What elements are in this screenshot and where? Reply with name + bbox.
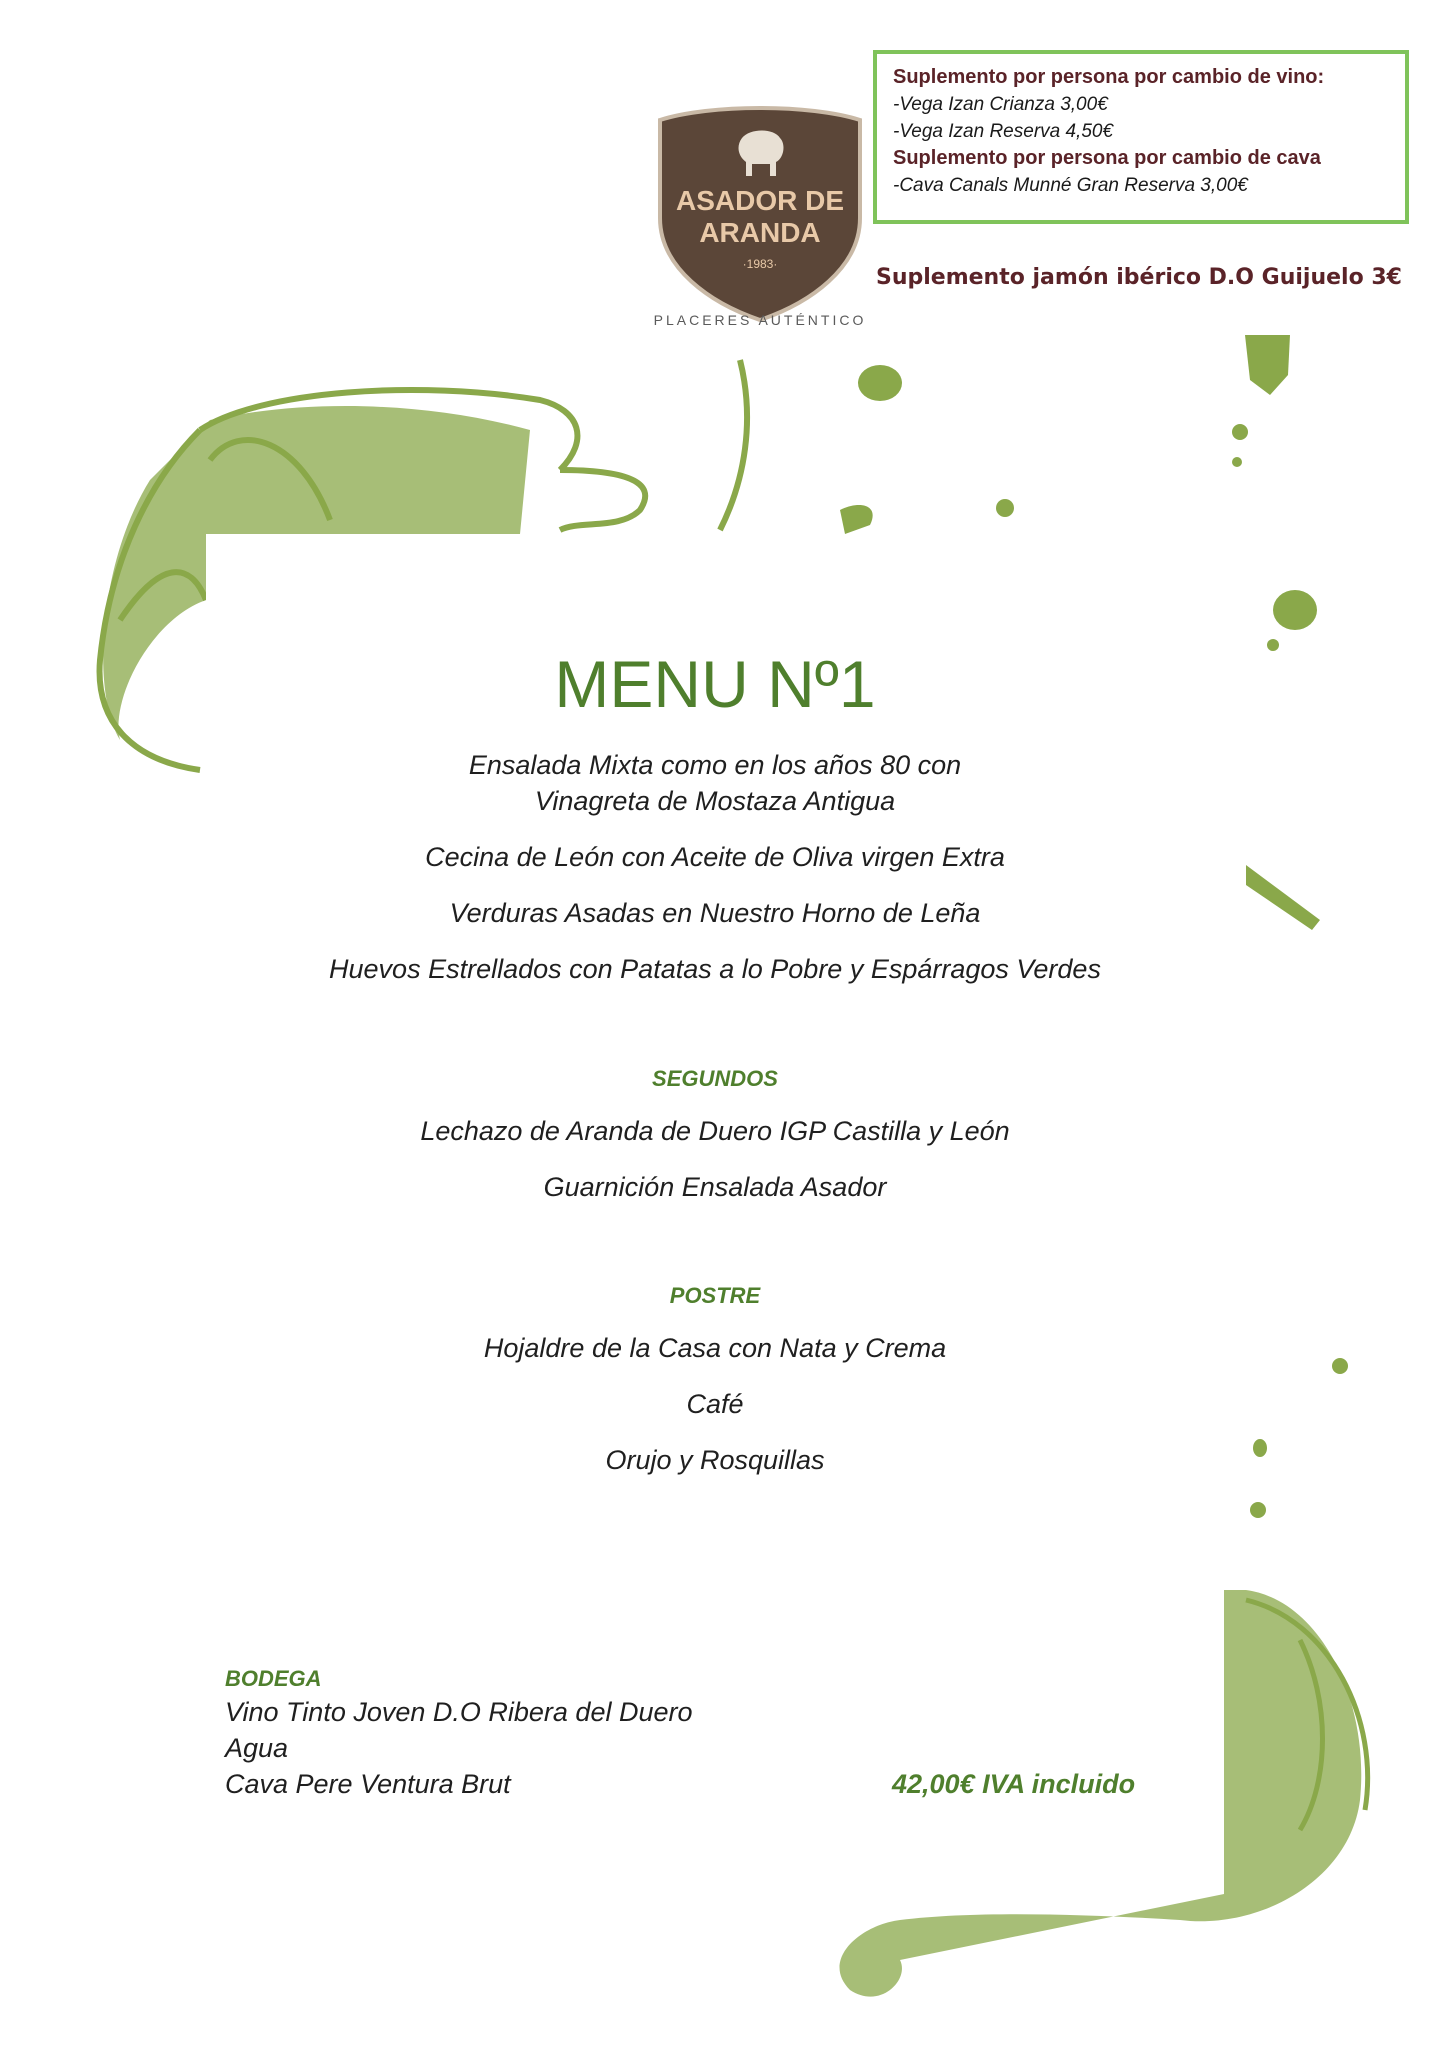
logo-line1: ASADOR DE (675, 185, 845, 216)
cava-supplement-item: -Cava Canals Munné Gran Reserva 3,00€ (893, 175, 1248, 196)
supplement-box (873, 50, 1409, 224)
postre-heading: POSTRE (669, 1283, 761, 1308)
menu-item: Vinagreta de Mostaza Antigua (534, 786, 896, 816)
bodega-item: Agua (225, 1733, 289, 1763)
wine-supplement-heading: Suplemento por persona por cambio de vino: (893, 66, 1325, 88)
logo-line2: ARANDA (699, 217, 821, 248)
cava-supplement-heading: Suplemento por persona por cambio de cava (893, 147, 1321, 169)
jamon-supplement: Suplemento jamón ibérico D.O Guijuelo 3€ (876, 265, 1402, 290)
menu-item: Verduras Asadas en Nuestro Horno de Leña (449, 898, 981, 928)
bodega-item: Cava Pere Ventura Brut (225, 1769, 511, 1799)
segundos-heading: SEGUNDOS (652, 1066, 778, 1091)
menu-panel (206, 534, 1224, 1894)
menu-item: Orujo y Rosquillas (605, 1445, 825, 1475)
menu-item: Huevos Estrellados con Patatas a lo Pobre y Espárragos Verdes (329, 954, 1101, 984)
menu-price: 42,00€ IVA incluido (892, 1769, 1136, 1799)
menu-item: Cecina de León con Aceite de Oliva virgen Extra (425, 842, 1005, 872)
bodega-heading: BODEGA (225, 1666, 322, 1691)
bodega-item: Vino Tinto Joven D.O Ribera del Duero (225, 1697, 693, 1727)
menu-title: MENU Nº1 (554, 647, 876, 721)
menu-item: Lechazo de Aranda de Duero IGP Castilla y León (420, 1116, 1010, 1146)
menu-item: Hojaldre de la Casa con Nata y Crema (483, 1333, 947, 1363)
logo-tagline: PLACERES AUTÉNTICO (653, 312, 867, 328)
wine-supplement-item: -Vega Izan Crianza 3,00€ (893, 94, 1108, 115)
menu-item: Ensalada Mixta como en los años 80 con (468, 750, 962, 780)
wine-supplement-item: -Vega Izan Reserva 4,50€ (893, 121, 1114, 142)
menu-item: Café (686, 1389, 744, 1419)
restaurant-logo (650, 98, 870, 328)
logo-year: ·1983· (742, 257, 778, 271)
menu-item: Guarnición Ensalada Asador (543, 1172, 887, 1202)
